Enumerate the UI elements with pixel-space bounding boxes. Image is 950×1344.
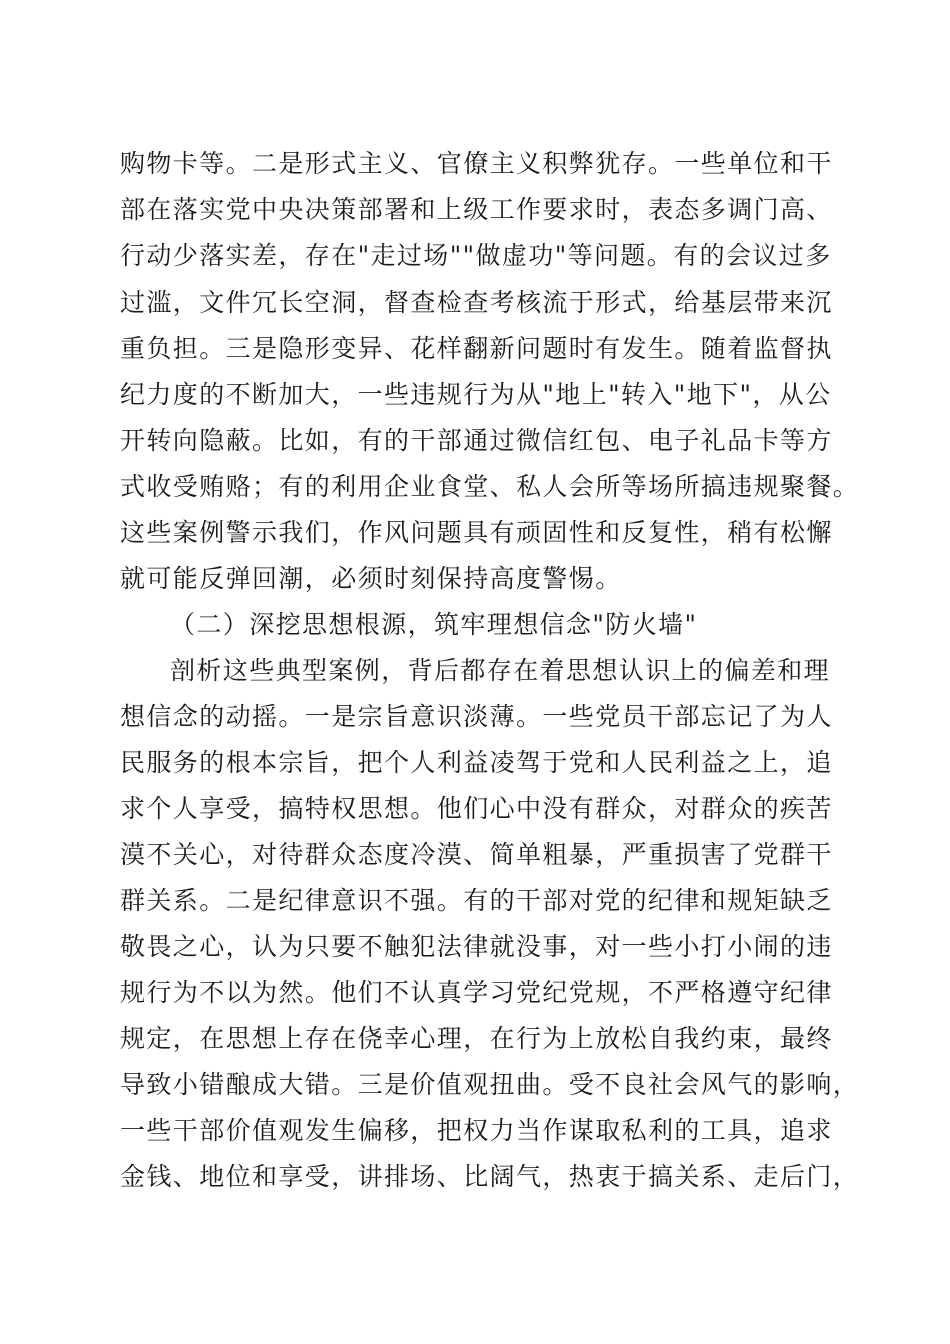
- text-line: 规定，在思想上存在侥幸心理，在行为上放松自我约束，最终: [120, 1024, 833, 1053]
- text-line: 导致小错酿成大错。三是价值观扭曲。受不良社会风气的影响，: [120, 1070, 860, 1099]
- text-line: 重负担。三是隐形变异、花样翻新问题时有发生。随着监督执: [120, 334, 833, 363]
- text-line: 规行为不以为然。他们不认真学习党纪党规，不严格遵守纪律: [120, 978, 833, 1007]
- text-line: 金钱、地位和享受，讲排场、比阔气，热衷于搞关系、走后门，: [120, 1162, 860, 1191]
- section-heading: （二）深挖思想根源，筑牢理想信念"防火墙": [170, 610, 698, 639]
- text-line: 开转向隐蔽。比如，有的干部通过微信红包、电子礼品卡等方: [120, 426, 833, 455]
- text-line: 纪力度的不断加大，一些违规行为从"地上"转入"地下"，从公: [120, 380, 832, 409]
- text-line: 过滥，文件冗长空洞，督查检查考核流于形式，给基层带来沉: [120, 288, 833, 317]
- text-line: 群关系。二是纪律意识不强。有的干部对党的纪律和规矩缺乏: [120, 886, 833, 915]
- text-line: 敬畏之心，认为只要不触犯法律就没事，对一些小打小闹的违: [120, 932, 833, 961]
- text-line: 求个人享受，搞特权思想。他们心中没有群众，对群众的疾苦: [120, 794, 833, 823]
- text-line: 购物卡等。二是形式主义、官僚主义积弊犹存。一些单位和干: [120, 149, 833, 178]
- text-line: 民服务的根本宗旨，把个人利益凌驾于党和人民利益之上，追: [120, 748, 833, 777]
- text-line: 式收受贿赂；有的利用企业食堂、私人会所等场所搞违规聚餐。: [120, 472, 860, 501]
- paragraph-first-line: 剖析这些典型案例，背后都存在着思想认识上的偏差和理: [170, 656, 831, 685]
- text-line: 就可能反弹回潮，必须时刻保持高度警惕。: [120, 564, 622, 593]
- text-line: 漠不关心，对待群众态度冷漠、简单粗暴，严重损害了党群干: [120, 840, 833, 869]
- text-line: 这些案例警示我们，作风问题具有顽固性和反复性，稍有松懈: [120, 518, 833, 547]
- text-line: 想信念的动摇。一是宗旨意识淡薄。一些党员干部忘记了为人: [120, 702, 833, 731]
- text-line: 一些干部价值观发生偏移，把权力当作谋取私利的工具，追求: [120, 1116, 833, 1145]
- text-line: 部在落实党中央决策部署和上级工作要求时，表态多调门高、: [120, 195, 833, 224]
- text-line: 行动少落实差，存在"走过场""做虚功"等问题。有的会议过多: [120, 241, 832, 270]
